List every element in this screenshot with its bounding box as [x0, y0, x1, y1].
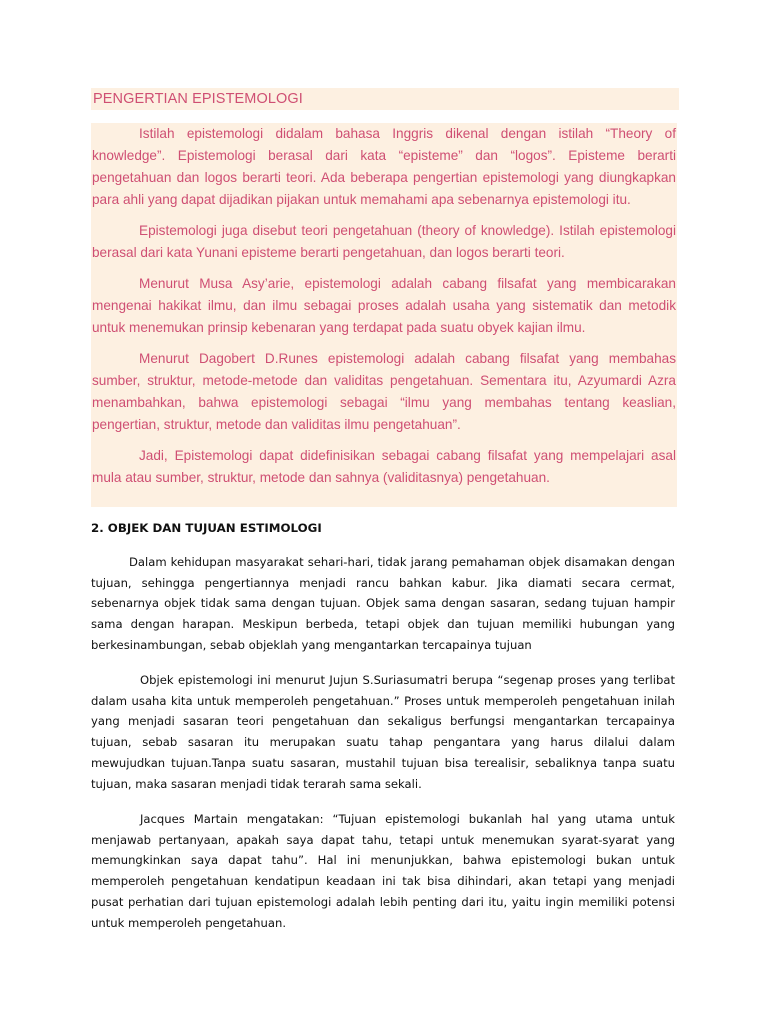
paragraph-kesimpulan: Jadi, Epistemologi dapat didefinisikan sebagai cabang filsafat yang mempelajari asal mula atau sumber, struktur, metode dan sahnya (validitasnya) pengetahuan.: [92, 448, 676, 485]
paragraph-istilah: Istilah epistemologi didalam bahasa Inggris dikenal dengan istilah “Theory of knowledge”. Epistemologi berasal dari kata “episteme” dan “logos”. Episteme berarti pengetahuan dan logos berarti teori. Ada beberapa pengertian epistemologi yang diungkapkan para ahli yang dapat dijadikan pijakan untuk memahami apa sebenarnya epistemologi itu.: [92, 126, 676, 207]
paragraph-objek-tujuan: Dalam kehidupan masyarakat sehari-hari, tidak jarang pemahaman objek disamakan dengan tujuan, sehingga pengertiannya menjadi rancu bahkan kabur. Jika diamati secara cermat, sebenarnya objek tidak sama dengan tujuan. Objek sama dengan sasaran, sedang tujuan hampir sama dengan harapan. Meskipun berbeda, tetapi objek dan tujuan memiliki hubungan yang berkesinambungan, sebab objeklah yang mengantarkan tercapainya tujuan: [91, 555, 675, 652]
paragraph-dagobert-runes: Menurut Dagobert D.Runes epistemologi adalah cabang filsafat yang membahas sumber, struktur, metode-metode dan validitas pengetahuan. Sementara itu, Azyumardi Azra menambahkan, bahwa epistemologi sebagai “ilmu yang membahas tentang keaslian, pengertian, struktur, metode dan validitas ilmu pengetahuan”.: [92, 351, 676, 432]
paragraph-teori-pengetahuan: Epistemologi juga disebut teori pengetahuan (theory of knowledge). Istilah epistemologi berasal dari kata Yunani episteme berarti pengetahuan, dan logos berarti teori.: [92, 223, 676, 260]
paragraph-musa-asyarie: Menurut Musa Asy’arie, epistemologi adalah cabang filsafat yang membicarakan mengenai hakikat ilmu, dan ilmu sebagai proses adalah usaha yang sistematik dan metodik untuk menemukan prinsip kebenaran yang terdapat pada suatu obyek kajian ilmu.: [92, 276, 676, 335]
section-heading: 2. OBJEK DAN TUJUAN ESTIMOLOGI: [91, 521, 322, 535]
paragraph-jacques-martain: Jacques Martain mengatakan: “Tujuan epistemologi bukanlah hal yang utama untuk menjawab pertanyaan, apakah saya dapat tahu, tetapi untuk menemukan syarat-syarat yang memungkinkan saya dapat tahu”. Hal ini menunjukkan, bahwa epistemologi bukan untuk memperoleh pengetahuan kendatipun keadaan ini tak bisa dihindari, akan tetapi yang menjadi pusat perhatian dari tujuan epistemologi adalah lebih penting dari itu, yaitu ingin memiliki potensi untuk memperoleh pengetahuan.: [91, 812, 675, 930]
paragraph-jujun-suriasumatri: Objek epistemologi ini menurut Jujun S.Suriasumatri berupa “segenap proses yang terlibat dalam usaha kita untuk memperoleh pengetahuan.” Proses untuk memperoleh pengetahuan inilah yang menjadi sasaran teori pengetahuan dan sekaligus berfungsi mengantarkan tercapainya tujuan, sebab sasaran itu merupakan suatu tahap pengantara yang harus dilalui dalam mewujudkan tujuan.Tanpa suatu sasaran, mustahil tujuan bisa terealisir, sebaliknya tanpa suatu tujuan, maka sasaran menjadi tidak terarah sama sekali.: [91, 673, 675, 791]
section-title: PENGERTIAN EPISTEMOLOGI: [91, 88, 679, 110]
highlighted-definition-block: [91, 123, 677, 507]
